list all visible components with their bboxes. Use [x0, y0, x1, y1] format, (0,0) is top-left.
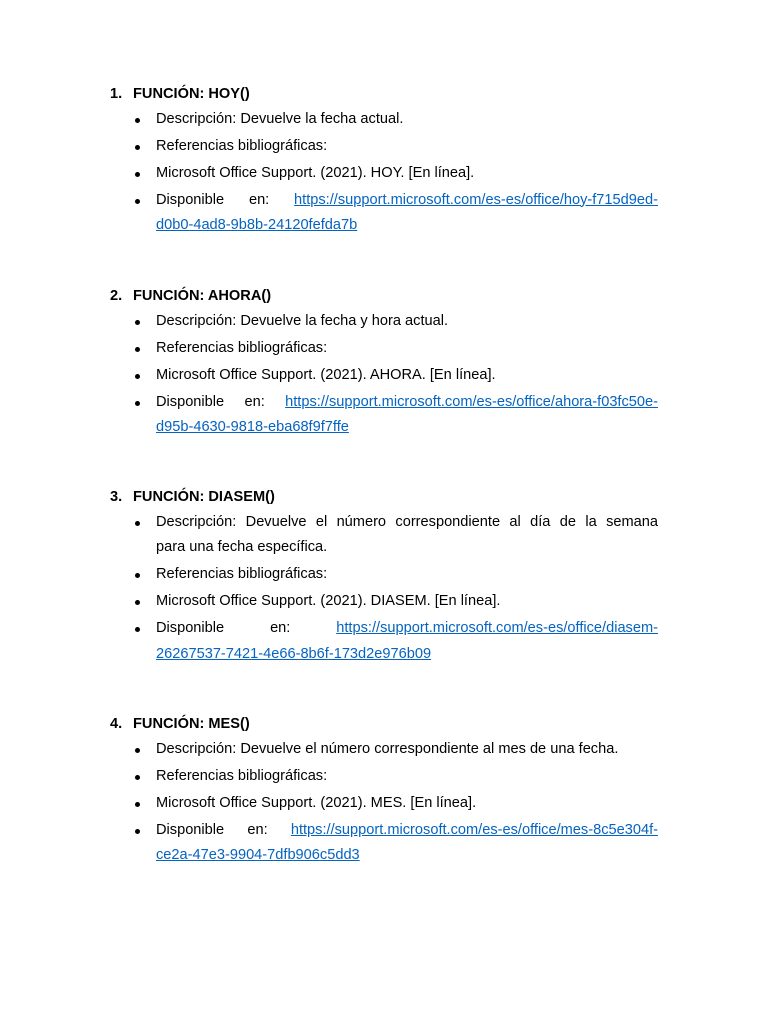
bullet-icon [135, 320, 140, 325]
available-en: en: [247, 821, 268, 838]
section-title: FUNCIÓN: HOY() [133, 86, 250, 102]
url-link[interactable]: https://support.microsoft.com/es-es/office/diasem- [336, 620, 658, 636]
section-title: FUNCIÓN: AHORA() [133, 288, 272, 304]
available-label: Disponible [156, 393, 225, 410]
available-label: Disponible [156, 620, 225, 636]
section-title: FUNCIÓN: MES() [133, 716, 250, 732]
url-link-continuation[interactable]: d95b-4630-9818-eba68f9f7ffe [156, 419, 349, 435]
section-ahora [110, 285, 658, 441]
list-item-citation [110, 161, 658, 187]
citation-text: Microsoft Office Support. (2021). AHORA. [En línea]. [156, 366, 496, 383]
citation-text: Microsoft Office Support. (2021). MES. [En línea]. [156, 794, 477, 811]
section-title: FUNCIÓN: DIASEM() [133, 489, 275, 505]
bullet-icon [135, 521, 140, 526]
bullet-icon [135, 573, 140, 578]
bullet-list [110, 107, 658, 239]
references-label: Referencias bibliográficas: [156, 339, 328, 356]
list-item-citation [110, 363, 658, 389]
section-heading [110, 285, 658, 307]
bullet-icon [135, 748, 140, 753]
section-mes [110, 713, 658, 869]
references-label: Referencias bibliográficas: [156, 767, 328, 784]
list-item-available [110, 390, 658, 441]
bullet-icon [135, 118, 140, 123]
url-link[interactable]: https://support.microsoft.com/es-es/office/ahora-f03fc50e- [285, 393, 658, 410]
list-item-available [110, 818, 658, 869]
bullet-icon [135, 199, 140, 204]
list-item-description [110, 107, 658, 133]
list-item-description [110, 510, 658, 561]
section-number: 4. [110, 716, 123, 732]
bullet-icon [135, 600, 140, 605]
bullet-icon [135, 172, 140, 177]
bullet-icon [135, 347, 140, 352]
url-link-continuation[interactable]: 26267537-7421-4e66-8b6f-173d2e976b09 [156, 645, 432, 662]
list-item-available [110, 616, 658, 667]
list-item-references [110, 562, 658, 588]
available-en: en: [248, 191, 270, 208]
bullet-icon [135, 802, 140, 807]
section-heading [110, 486, 658, 508]
list-item-available [110, 188, 658, 239]
description-text: Descripción: Devuelve el número correspondiente al mes de una fecha. [156, 740, 619, 757]
section-diasem [110, 486, 658, 667]
section-heading [110, 83, 658, 105]
list-item-references [110, 336, 658, 362]
list-item-citation [110, 791, 658, 817]
list-item-description [110, 309, 658, 335]
section-hoy [110, 83, 658, 239]
bullet-icon [135, 145, 140, 150]
description-text: Descripción: Devuelve la fecha y hora actual. [156, 312, 449, 329]
bullet-list [110, 737, 658, 869]
available-en: en: [244, 393, 265, 410]
available-label: Disponible [156, 191, 225, 208]
list-item-citation [110, 589, 658, 615]
list-item-references [110, 134, 658, 160]
url-link[interactable]: https://support.microsoft.com/es-es/office/hoy-f715d9ed- [294, 191, 658, 208]
url-link-continuation[interactable]: ce2a-47e3-9904-7dfb906c5dd3 [156, 847, 360, 863]
citation-text: Microsoft Office Support. (2021). DIASEM. [En línea]. [156, 593, 501, 609]
bullet-icon [135, 374, 140, 379]
available-en: en: [270, 620, 291, 636]
bullet-icon [135, 775, 140, 780]
list-item-description [110, 737, 658, 763]
bullet-list [110, 309, 658, 441]
description-text: Descripción: Devuelve el número correspondiente al día de la semana [156, 513, 658, 530]
bullet-icon [135, 401, 140, 406]
section-number: 2. [110, 288, 123, 304]
description-text: Descripción: Devuelve la fecha actual. [156, 110, 404, 127]
url-link-continuation[interactable]: d0b0-4ad8-9b8b-24120fefda7b [156, 217, 358, 233]
bullet-icon [135, 829, 140, 834]
url-link[interactable]: https://support.microsoft.com/es-es/office/mes-8c5e304f- [290, 821, 658, 838]
references-label: Referencias bibliográficas: [156, 137, 328, 154]
bullet-list [110, 510, 658, 668]
bullet-icon [135, 627, 140, 632]
section-number: 1. [110, 86, 123, 102]
available-label: Disponible [156, 821, 225, 838]
description-text-continuation: para una fecha específica. [156, 539, 328, 555]
section-number: 3. [110, 489, 123, 505]
citation-text: Microsoft Office Support. (2021). HOY. [En línea]. [156, 164, 475, 181]
list-item-references [110, 764, 658, 790]
section-heading [110, 713, 658, 735]
references-label: Referencias bibliográficas: [156, 566, 328, 582]
